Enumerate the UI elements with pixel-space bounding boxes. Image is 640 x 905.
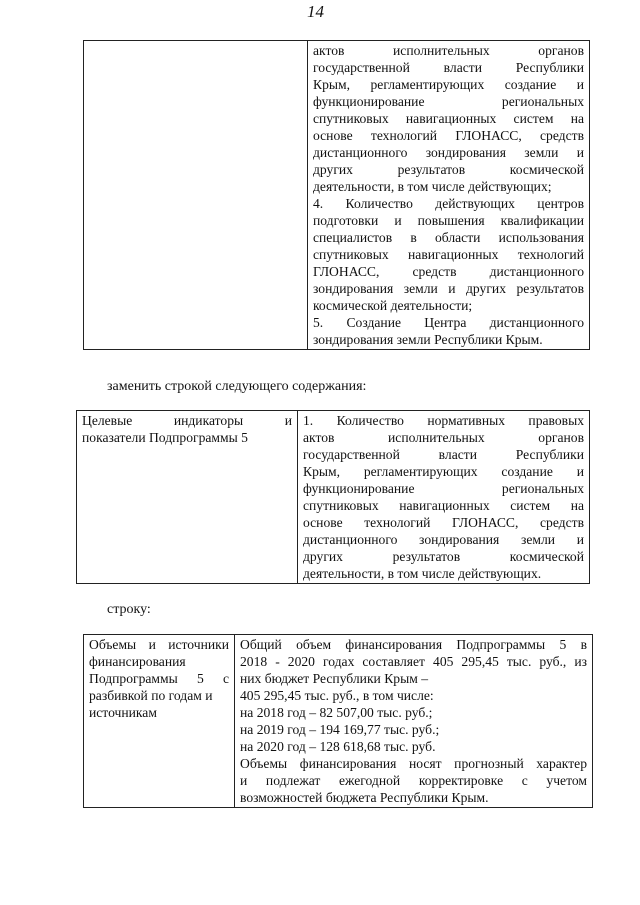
- text-line: возможностей бюджета Республики Крым.: [240, 790, 489, 805]
- cell-text: [303, 412, 584, 582]
- text-line: 1. Количество нормативных правовых: [303, 413, 584, 428]
- text-line: Целевые индикаторы и: [82, 413, 292, 428]
- text-line: государственной власти Республики: [303, 447, 584, 462]
- text-line: Крым, регламентирующих создание и: [303, 464, 584, 479]
- table-financing: [83, 634, 593, 808]
- text-line: деятельности, в том числе действующих.: [303, 566, 542, 581]
- text-line: источникам: [89, 705, 157, 720]
- text-line: 2018 - 2020 годах составляет 405 295,45 тыс. руб., из: [240, 654, 587, 669]
- table-previous-fragment: [83, 40, 590, 350]
- table-cell-right: [308, 41, 590, 350]
- text-line: показатели Подпрограммы 5: [82, 430, 248, 445]
- text-line: финансирования: [89, 654, 186, 669]
- table-cell-left-empty: [84, 41, 308, 350]
- text-line: других результатов космической: [303, 549, 584, 564]
- text-line: разбивкой по годам и: [89, 688, 213, 703]
- text-line: дистанционного зондирования земли и: [313, 145, 584, 160]
- text-line: актов исполнительных органов: [313, 43, 584, 58]
- text-line: на 2020 год – 128 618,68 тыс. руб.: [240, 739, 436, 754]
- text-line: зондирования земли и других результатов: [313, 281, 584, 296]
- table-row: [77, 411, 590, 584]
- text-line: 4. Количество действующих центров: [313, 196, 584, 211]
- table-cell-left: [84, 635, 235, 808]
- text-line: зондирования земли Республики Крым.: [313, 332, 543, 347]
- text-line: других результатов космической: [313, 162, 584, 177]
- table-cell-left: [77, 411, 298, 584]
- page-number: 14: [307, 2, 324, 21]
- text-line: основе технологий ГЛОНАСС, средств: [303, 515, 584, 530]
- text-line: функционирование региональных: [303, 481, 584, 496]
- text-line: Объемы и источники: [89, 637, 229, 652]
- text-line: спутниковых навигационных систем на: [313, 111, 584, 126]
- text-line: 405 295,45 тыс. руб., в том числе:: [240, 688, 434, 703]
- table-replacement: [76, 410, 590, 584]
- text-line: и подлежат ежегодной корректировке с учетом: [240, 773, 587, 788]
- text-line: государственной власти Республики: [313, 60, 584, 75]
- text-line: космической деятельности;: [313, 298, 473, 313]
- cell-text: [89, 636, 229, 721]
- cell-text: [313, 42, 584, 348]
- text-line: на 2018 год – 82 507,00 тыс. руб.;: [240, 705, 433, 720]
- text-line: специалистов в области использования: [313, 230, 584, 245]
- table-row: [84, 635, 593, 808]
- instruction-row-text: строку:: [107, 602, 151, 617]
- cell-text: [82, 412, 292, 446]
- instruction-replace-text: заменить строкой следующего содержания:: [107, 379, 367, 394]
- text-line: дистанционного зондирования земли и: [303, 532, 584, 547]
- text-line: на 2019 год – 194 169,77 тыс. руб.;: [240, 722, 440, 737]
- text-line: основе технологий ГЛОНАСС, средств: [313, 128, 584, 143]
- text-line: функционирование региональных: [313, 94, 584, 109]
- text-line: ГЛОНАСС, средств дистанционного: [313, 264, 584, 279]
- table-row: [84, 41, 590, 350]
- text-line: актов исполнительных органов: [303, 430, 584, 445]
- text-line: Общий объем финансирования Подпрограммы 5 в: [240, 637, 587, 652]
- text-line: подготовки и повышения квалификации: [313, 213, 584, 228]
- text-line: Объемы финансирования носят прогнозный характер: [240, 756, 587, 771]
- text-line: Подпрограммы 5 с: [89, 671, 229, 686]
- text-line: них бюджет Республики Крым –: [240, 671, 429, 686]
- text-line: 5. Создание Центра дистанционного: [313, 315, 584, 330]
- table-cell-right: [298, 411, 590, 584]
- text-line: спутниковых навигационных систем на: [303, 498, 584, 513]
- text-line: спутниковых навигационных технологий: [313, 247, 584, 262]
- cell-text: [240, 636, 587, 806]
- text-line: Крым, регламентирующих создание и: [313, 77, 584, 92]
- table-cell-right: [235, 635, 593, 808]
- text-line: деятельности, в том числе действующих;: [313, 179, 552, 194]
